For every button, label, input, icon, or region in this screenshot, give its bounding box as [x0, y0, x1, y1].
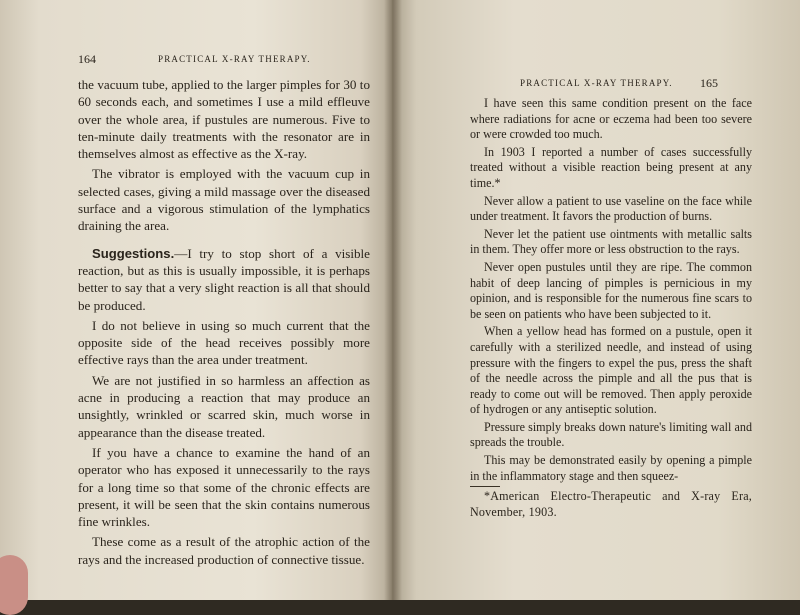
suggestions-heading: Suggestions.	[92, 245, 175, 261]
left-running-head: PRACTICAL X-RAY THERAPY.	[158, 54, 311, 64]
right-page-number: 165	[700, 76, 718, 90]
book-gutter	[384, 0, 402, 600]
left-paragraph-5: We are not justified in so harmless an affection as acne in producing a reaction that may produce an unsightly, wrinkled or scarred skin, much worse in appearance than the disease treated.	[78, 372, 370, 440]
suggestions-text: —I try to stop short of a visible reaction, but as this is usually impossible, it is perhaps better to say that a very slight reaction is all that should be produced.	[78, 245, 370, 313]
left-paragraph-4: I do not believe in using so much current that the opposite side of the head receives possibly more effective rays than the area under treatment.	[78, 317, 370, 368]
left-paragraph-1: the vacuum tube, applied to the larger pimples for 30 to 60 seconds each, and sometimes I use a mild effleuve over the whole area, if pustules are numerous. Five to ten-minute daily treatments with the resonator are in themselves almost as effective as the X-ray.	[78, 77, 370, 162]
left-paragraph-6: If you have a chance to examine the hand of an operator who has exposed it unnecessarily to the rays for a long time so that some of the chronic effects are present, it will be seen that the skin contains numerous fine wrinkles.	[78, 444, 370, 530]
left-page-header	[78, 54, 370, 76]
right-page	[392, 0, 800, 600]
right-paragraph-8: This may be demonstrated easily by opening a pimple in the inflammatory stage and then squeez-	[470, 453, 752, 483]
left-page	[0, 0, 392, 600]
suggestions-paragraph	[78, 245, 370, 314]
right-paragraph-1: I have seen this same condition present on the face where radiations for acne or eczema had been too severe or were crowded too much.	[470, 96, 752, 142]
thumb	[0, 555, 28, 615]
right-paragraph-4: Never let the patient use ointments with metallic salts in them. They offer more or less obstruction to the rays.	[470, 226, 752, 257]
right-paragraph-2: In 1903 I reported a number of cases successfully treated without a visible reaction being present at any time.*	[470, 144, 752, 190]
right-paragraph-7: Pressure simply breaks down nature's limiting wall and spreads the trouble.	[470, 419, 752, 450]
footnote: *American Electro-Therapeutic and X-ray Era, November, 1903.	[470, 489, 752, 519]
right-paragraph-3: Never allow a patient to use vaseline on the face while under treatment. It favors the production of burns.	[470, 193, 752, 224]
right-paragraph-5: Never open pustules until they are ripe. The common habit of deep lancing of pimples is pernicious in my opinion, and is responsible for the numerous fine scars to be seen on patients who have been subjected to it.	[470, 259, 752, 321]
left-paragraph-7: These come as a result of the atrophic action of the rays and the increased production of connective tissue.	[78, 534, 370, 567]
right-running-head: PRACTICAL X-RAY THERAPY.	[520, 78, 673, 88]
left-page-number: 164	[78, 52, 96, 66]
left-paragraph-2: The vibrator is employed with the vacuum cup in selected cases, giving a mild massage over the diseased surface and a vigorous stimulation of the lymphatics draining the area.	[78, 166, 370, 234]
right-paragraph-6: When a yellow head has formed on a pustule, open it carefully with a sterilized needle, and instead of using pressure with the fingers to expel the pus, press the shaft of the needle across the pimple and all the pus that is ready to come out will be removed. Then apply peroxide of hydrogen or any antiseptic solution.	[470, 324, 752, 417]
right-page-header	[470, 76, 752, 96]
footnote-rule	[470, 486, 500, 487]
